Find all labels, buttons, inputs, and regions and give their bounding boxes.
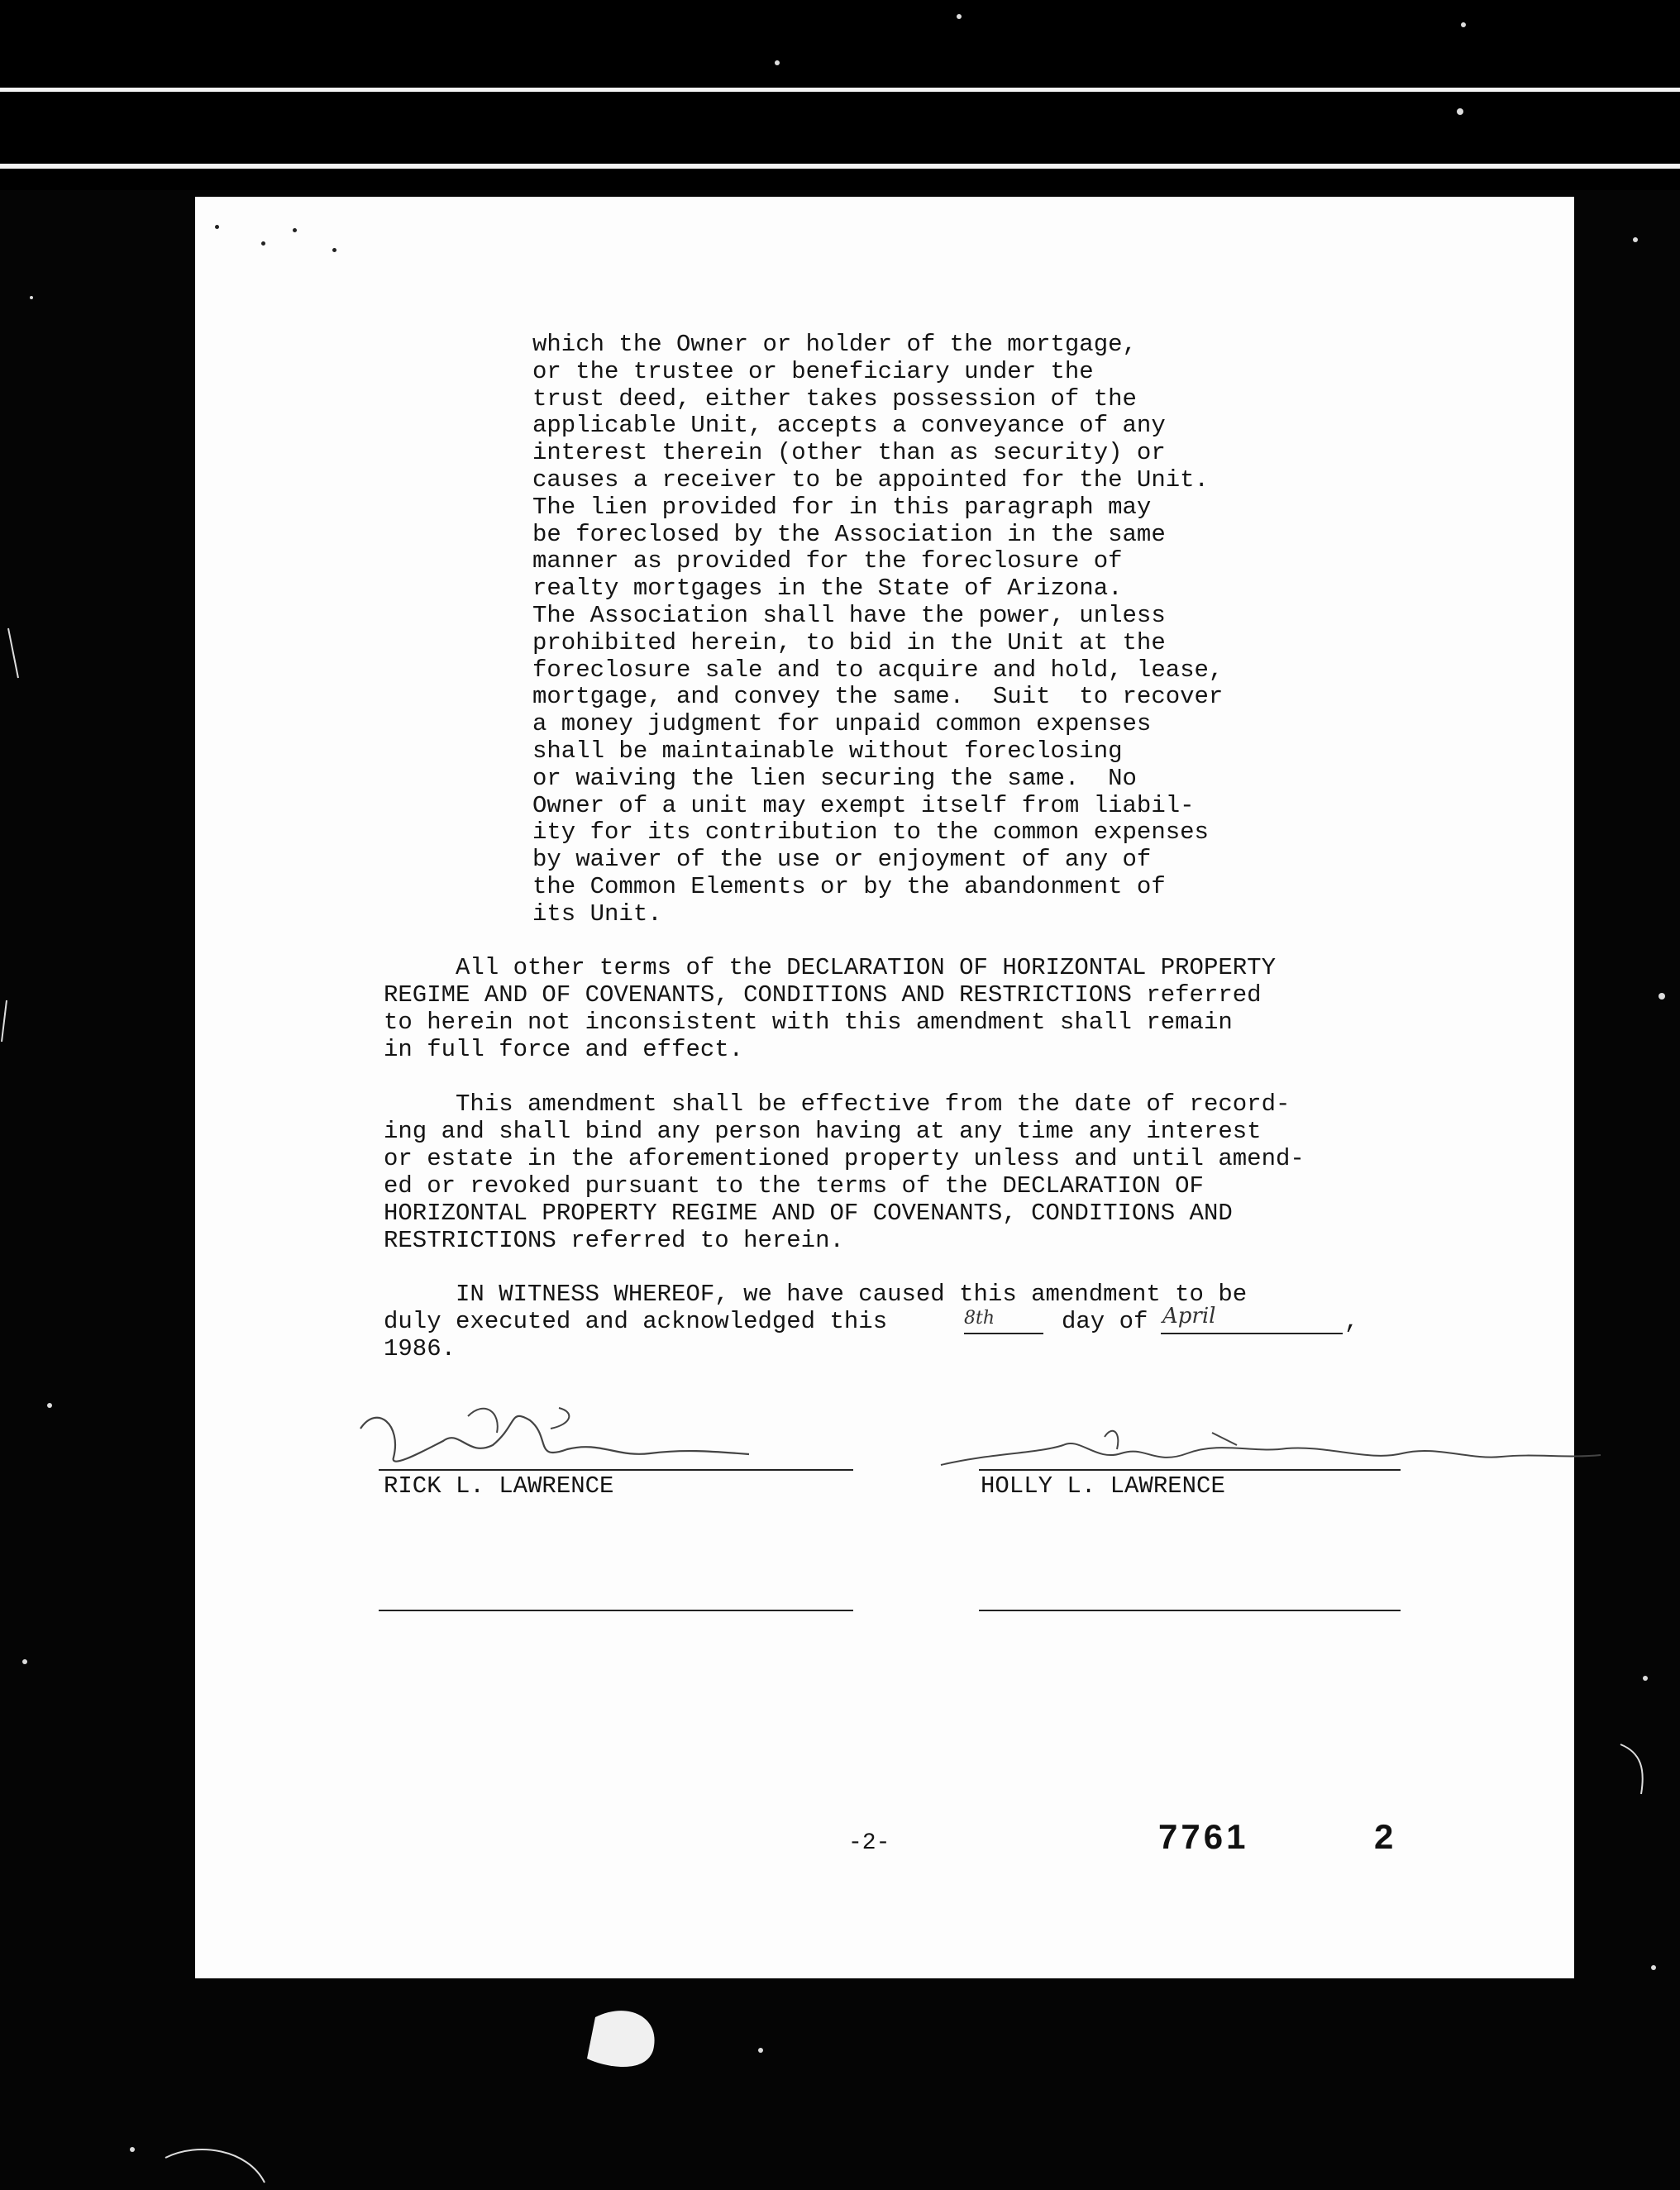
handwritten-day: 8th bbox=[964, 1308, 995, 1329]
clause-line: The lien provided for in this paragraph may bbox=[532, 493, 1152, 521]
document-number-suffix: 2 bbox=[1374, 1817, 1394, 1856]
page-number: -2- bbox=[848, 1830, 890, 1856]
witness-line: IN WITNESS WHEREOF, we have caused this amendment to be bbox=[384, 1281, 1248, 1308]
clause-line: Owner of a unit may exempt itself from liabil- bbox=[532, 791, 1195, 819]
signer-name: HOLLY L. LAWRENCE bbox=[981, 1472, 1225, 1500]
clause-line: which the Owner or holder of the mortgage, bbox=[532, 331, 1137, 358]
document-number-stamp: 7761 bbox=[1158, 1817, 1249, 1856]
clause-line: or waiving the lien securing the same. No bbox=[532, 764, 1137, 792]
clause-line: ity for its contribution to the common expenses bbox=[532, 818, 1209, 847]
signer-name: RICK L. LAWRENCE bbox=[384, 1472, 614, 1500]
clause-line: mortgage, and convey the same. Suit to recover bbox=[532, 683, 1224, 711]
clause-line: trust deed, either takes possession of the bbox=[532, 384, 1137, 413]
clause-line: realty mortgages in the State of Arizona. bbox=[532, 575, 1123, 603]
clause-line: prohibited herein, to bid in the Unit at the bbox=[532, 628, 1166, 656]
clause-line: the Common Elements or by the abandonment of bbox=[532, 873, 1166, 900]
clause-line: manner as provided for the foreclosure of bbox=[532, 547, 1123, 575]
clause-line: The Association shall have the power, unless bbox=[532, 602, 1166, 629]
clause-line: by waiver of the use or enjoyment of any of bbox=[532, 846, 1152, 874]
paragraph-effective-date: This amendment shall be effective from the date of record- ing and shall bind any person having at any time any interest or estate in the aforementioned property unless and until amend- ed or revoked pursuant to the terms of the DECLARATION OF HORIZONTAL PROPERTY REGIME AND OF COVENANTS, CONDITIONS AND RESTRICTIONS referred to herein. bbox=[384, 1090, 1305, 1254]
witness-line: day of bbox=[1062, 1308, 1148, 1335]
clause-line: applicable Unit, accepts a conveyance of any bbox=[532, 412, 1166, 440]
paragraph-other-terms: All other terms of the DECLARATION OF HORIZONTAL PROPERTY REGIME AND OF COVENANTS, CONDITIONS AND RESTRICTIONS referred to herein not inconsistent with this amendment shall remain in full force and effect. bbox=[384, 954, 1276, 1063]
clause-line: a money judgment for unpaid common expenses bbox=[532, 710, 1152, 738]
witness-line: duly executed and acknowledged this bbox=[384, 1308, 888, 1335]
clause-line: or the trustee or beneficiary under the bbox=[532, 357, 1094, 385]
clause-line: causes a receiver to be appointed for the Unit. bbox=[532, 466, 1209, 494]
comma: , bbox=[1344, 1308, 1359, 1335]
clause-line: foreclosure sale and to acquire and hold, lease, bbox=[532, 656, 1224, 684]
clause-line: interest therein (other than as security) or bbox=[532, 439, 1166, 467]
clause-line: be foreclosed by the Association in the same bbox=[532, 520, 1166, 548]
handwritten-month: April bbox=[1162, 1304, 1216, 1329]
clause-line: shall be maintainable without foreclosing bbox=[532, 737, 1123, 765]
clause-line: its Unit. bbox=[532, 899, 662, 928]
witness-line: 1986. bbox=[384, 1335, 456, 1362]
